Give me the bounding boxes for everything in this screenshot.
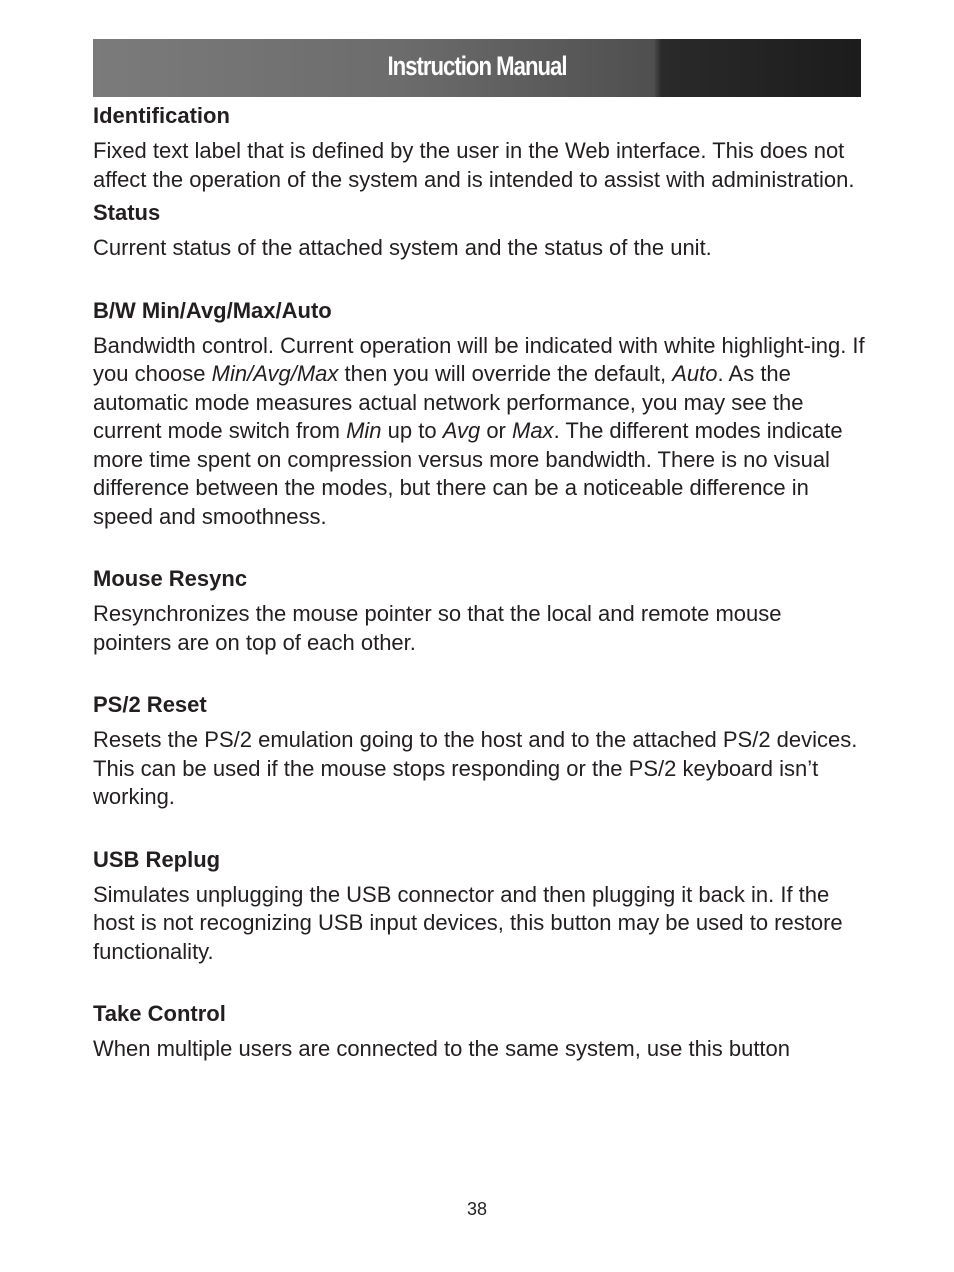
header-title: Instruction Manual: [387, 51, 567, 81]
section-heading: PS/2 Reset: [93, 692, 207, 717]
section-heading: Take Control: [93, 1001, 226, 1026]
body-text: or: [480, 418, 512, 443]
header-bar: [93, 39, 861, 97]
section-body: Resynchronizes the mouse pointer so that the local and remote mouse pointers are on top of each other.: [93, 601, 782, 655]
body-italic: Avg: [442, 418, 481, 443]
section-body: When multiple users are connected to the same system, use this button: [93, 1036, 791, 1061]
body-text: then you will override the default,: [338, 361, 673, 386]
page-content: [93, 100, 865, 1064]
page-number: 38: [466, 1199, 488, 1219]
section-body: [93, 332, 865, 532]
section-heading: Status: [93, 200, 161, 225]
section-heading: USB Replug: [93, 846, 221, 872]
section-body: Fixed text label that is defined by the user in the Web interface. This does not affect the operation of the system and is intended to assist with administration.: [93, 138, 855, 192]
section-mouse-resync: [93, 564, 865, 657]
body-italic: Min: [346, 418, 382, 443]
section-body: Current status of the attached system and the status of the unit.: [93, 235, 712, 260]
section-status: [93, 198, 865, 263]
section-body: Resets the PS/2 emulation going to the host and to the attached PS/2 devices. This can be used if the mouse stops responding or the PS/2 keyboard isn’t working.: [93, 727, 858, 809]
section-ps2-reset: [93, 690, 865, 812]
body-text: Bandwidth control. Current operation will be indicated with white highlight-ing. If you choose: [93, 332, 865, 386]
section-body: Simulates unplugging the USB connector and then plugging it back in. If the host is not recognizing USB input devices, this button may be used to restore functionality.: [93, 881, 843, 964]
section-take-control: [93, 999, 865, 1064]
section-usb-replug: [93, 845, 865, 967]
body-text: up to: [381, 418, 443, 443]
body-italic: Min/Avg/Max: [211, 361, 339, 386]
section-bandwidth: [93, 296, 865, 532]
section-heading: Identification: [93, 103, 230, 128]
body-italic: Max: [512, 418, 554, 443]
body-text: . As the automatic mode measures actual network performance, you may see the current mode switch from: [93, 361, 804, 443]
section-heading: Mouse Resync: [93, 566, 248, 591]
body-text: . The different modes indicate more time spent on compression versus more bandwidth. There is no visual difference between the modes, but there can be a noticeable difference in speed and smoothness.: [93, 418, 843, 529]
body-italic: Auto: [672, 361, 718, 386]
section-heading: B/W Min/Avg/Max/Auto: [93, 297, 332, 323]
section-identification: [93, 101, 865, 194]
